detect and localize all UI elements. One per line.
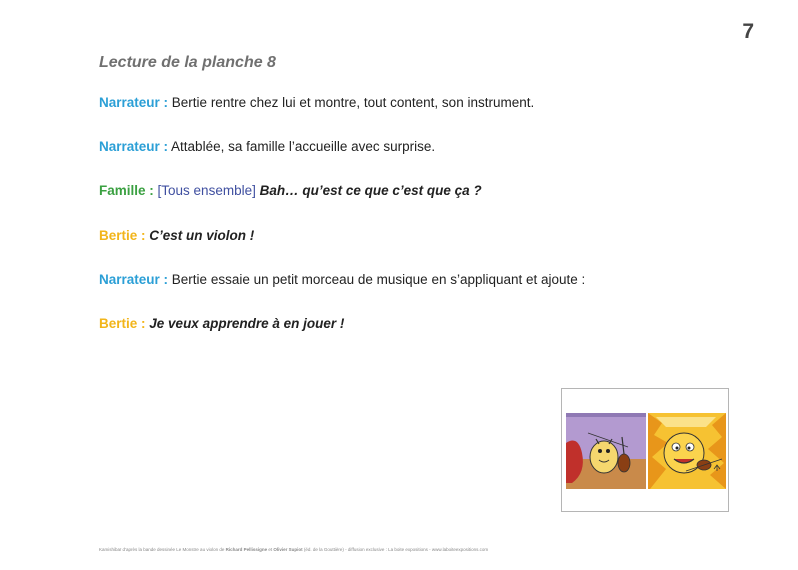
- speaker-label: Bertie :: [99, 316, 146, 331]
- narration-text: Bertie rentre chez lui et montre, tout content, son instrument.: [171, 95, 535, 110]
- dialogue-text: Je veux apprendre à en jouer !: [149, 316, 345, 331]
- speaker-label: Narrateur :: [99, 139, 169, 154]
- footer-text: (éd. de la Gouttière) - diffusion exclusive : La boite expositions - www.laboiteexpositions.com: [302, 547, 489, 552]
- script-line-bertie-2: [99, 316, 344, 331]
- footer-author: Olivier Supiot: [273, 547, 303, 552]
- comic-panel-thumbnail: [561, 388, 729, 512]
- script-line-narrateur-2: [99, 139, 435, 154]
- script-line-bertie-1: [99, 228, 254, 243]
- footer-text: et: [267, 547, 274, 552]
- comic-panel-bertie-violin-icon: [566, 413, 726, 489]
- page-number: 7: [742, 20, 754, 43]
- footer-text: Kamishibaï d’après la bande dessinée Le Monstre au violon de: [99, 547, 226, 552]
- script-line-narrateur-1: [99, 95, 534, 110]
- speaker-label: Narrateur :: [99, 272, 169, 287]
- narration-text: Attablée, sa famille l’accueille avec surprise.: [171, 139, 436, 154]
- footer-credits: [99, 547, 488, 552]
- narration-text: Bertie essaie un petit morceau de musique en s’appliquant et ajoute :: [171, 272, 586, 287]
- script-line-famille: [99, 183, 482, 198]
- script-line-narrateur-3: [99, 272, 585, 287]
- stage-direction: [Tous ensemble]: [157, 183, 256, 198]
- speaker-label: Bertie :: [99, 228, 146, 243]
- page-title: Lecture de la planche 8: [99, 54, 276, 71]
- speaker-label: Narrateur :: [99, 95, 169, 110]
- footer-author: Richard Pellissigne: [225, 547, 268, 552]
- speaker-label: Famille :: [99, 183, 154, 198]
- dialogue-text: Bah… qu’est ce que c’est que ça ?: [259, 183, 482, 198]
- dialogue-text: C’est un violon !: [149, 228, 255, 243]
